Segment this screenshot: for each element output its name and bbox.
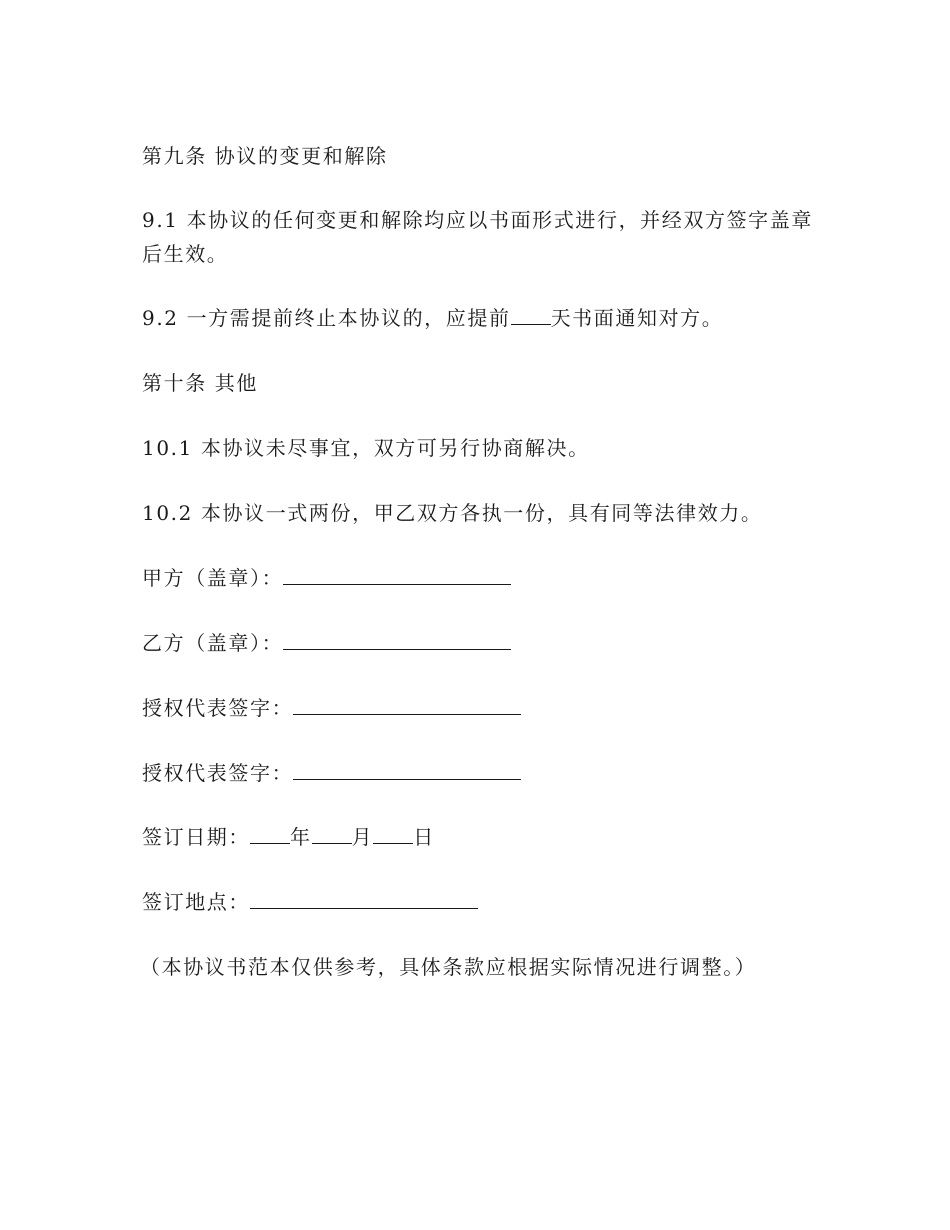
rep-signature-line-2 [142, 756, 521, 790]
year-blank [250, 823, 290, 844]
rep-signature-blank-2 [293, 759, 521, 780]
party-b-seal-line [142, 626, 511, 660]
day-blank [373, 823, 413, 844]
day-label: 日 [413, 825, 435, 849]
article-9-heading: 第九条 协议的变更和解除 [142, 144, 388, 168]
clause-9-1: 9.1 本协议的任何变更和解除均应以书面形式进行，并经双方签字盖章后生效。 [142, 208, 813, 266]
article-10-heading: 第十条 其他 [142, 371, 258, 395]
clause-9-2 [142, 301, 723, 335]
party-b-label: 乙方（盖章）： [142, 631, 284, 655]
signing-place-label: 签订地点： [142, 890, 250, 914]
signing-place-line [142, 885, 478, 919]
signing-date-line [142, 820, 435, 854]
month-label: 月 [351, 825, 374, 849]
rep-signature-line-1 [142, 691, 521, 725]
signing-date-label: 签订日期： [142, 825, 250, 849]
rep-signature-label-1: 授权代表签字： [142, 696, 294, 720]
clause-10-1: 10.1 本协议未尽事宜，双方可另行协商解决。 [142, 436, 590, 460]
party-a-label: 甲方（盖章）： [142, 566, 284, 590]
party-a-seal-line [142, 561, 511, 595]
party-a-blank [283, 564, 511, 585]
month-blank [312, 823, 352, 844]
clause-9-2-text-after: 天书面通知对方。 [550, 306, 724, 330]
year-label: 年 [290, 825, 312, 849]
clause-9-2-text-before: 9.2 一方需提前终止本协议的，应提前 [142, 306, 511, 330]
signing-place-blank [250, 888, 478, 909]
disclaimer-note: （本协议书范本仅供参考，具体条款应根据实际情况进行调整。） [140, 955, 757, 979]
clause-10-2: 10.2 本协议一式两份，甲乙双方各执一份，具有同等法律效力。 [142, 501, 763, 525]
rep-signature-label-2: 授权代表签字： [142, 761, 294, 785]
rep-signature-blank-1 [293, 694, 521, 715]
party-b-blank [283, 629, 511, 650]
notice-days-blank [511, 304, 551, 325]
